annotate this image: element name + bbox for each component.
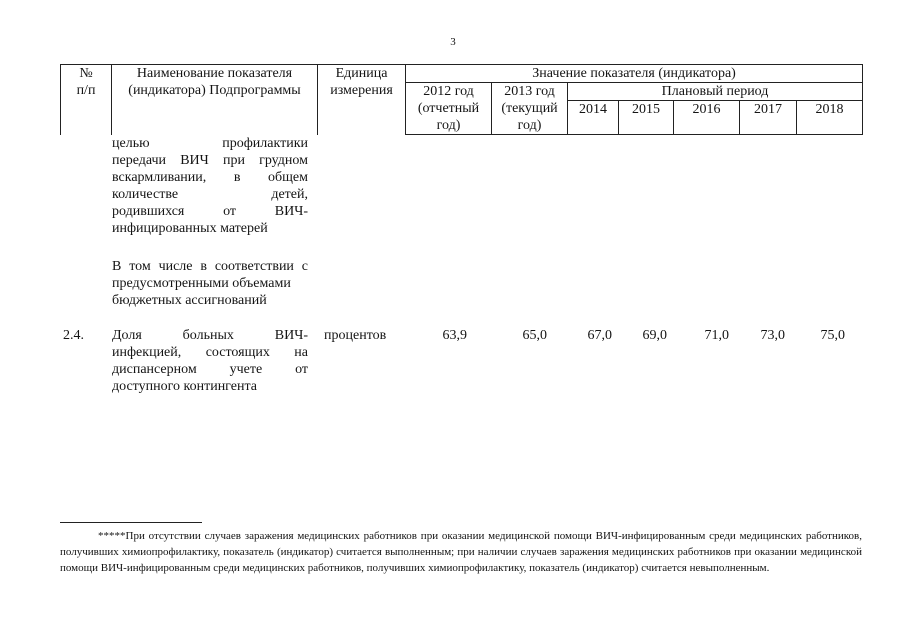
row-number: 2.4. [63,328,84,343]
footnote-marker: ***** [98,530,126,542]
header-cell-unit: Единица измерения [318,65,406,135]
value-2016: 71,0 [704,328,729,343]
header-cell-name: Наименование показателя (индикатора) Подпрограммы [112,65,318,135]
header-cell-planned-period: Плановый период [568,83,863,101]
value-2015: 69,0 [642,328,667,343]
budget-note-text: В том числе в соответствии с предусмотренными объемами бюджетных ассигнований [112,259,308,308]
value-2014: 67,0 [587,328,612,343]
row-indicator-name: Доля больных ВИЧ- инфекцией, состоящих на диспансерном учете от доступного контингента [112,328,308,394]
value-2013: 65,0 [522,328,547,343]
footnote-separator [60,522,202,523]
header-cell-number: № п/п [61,65,112,135]
header-cell-year: 2014 [568,101,619,135]
row-unit: процентов [324,328,387,343]
indicator-table-header [60,64,863,135]
footnote-text: При отсутствии случаев заражения медицинских работников при оказании медицинской помощи ВИЧ-инфицированным среди медицинских работников, получивших химиопрофилактику, показатель (индикатор) считается выполненным; при наличии случаев заражения медицинских работников при оказании медицинской помощи ВИЧ-инфицированным среди медицинских работников, получивших химиопрофилактику, показатель (индикатор) считается невыполненным. [60,530,862,574]
value-2018: 75,0 [820,328,845,343]
footnote [60,528,862,576]
continued-indicator-text: целью профилактики передачи ВИЧ при грудном вскармливании, в общем количестве детей, родившихся от ВИЧ- инфицированных матерей [112,136,308,236]
header-cell-year: 2015 [619,101,674,135]
header-cell-2013: 2013 год (текущий год) [492,83,568,135]
page-number: 3 [450,36,456,48]
header-cell-year: 2018 [797,101,863,135]
value-2012: 63,9 [442,328,467,343]
header-cell-value: Значение показателя (индикатора) [406,65,863,83]
header-cell-year: 2016 [674,101,740,135]
header-cell-year: 2017 [740,101,797,135]
value-2017: 73,0 [760,328,785,343]
header-cell-2012: 2012 год (отчетный год) [406,83,492,135]
